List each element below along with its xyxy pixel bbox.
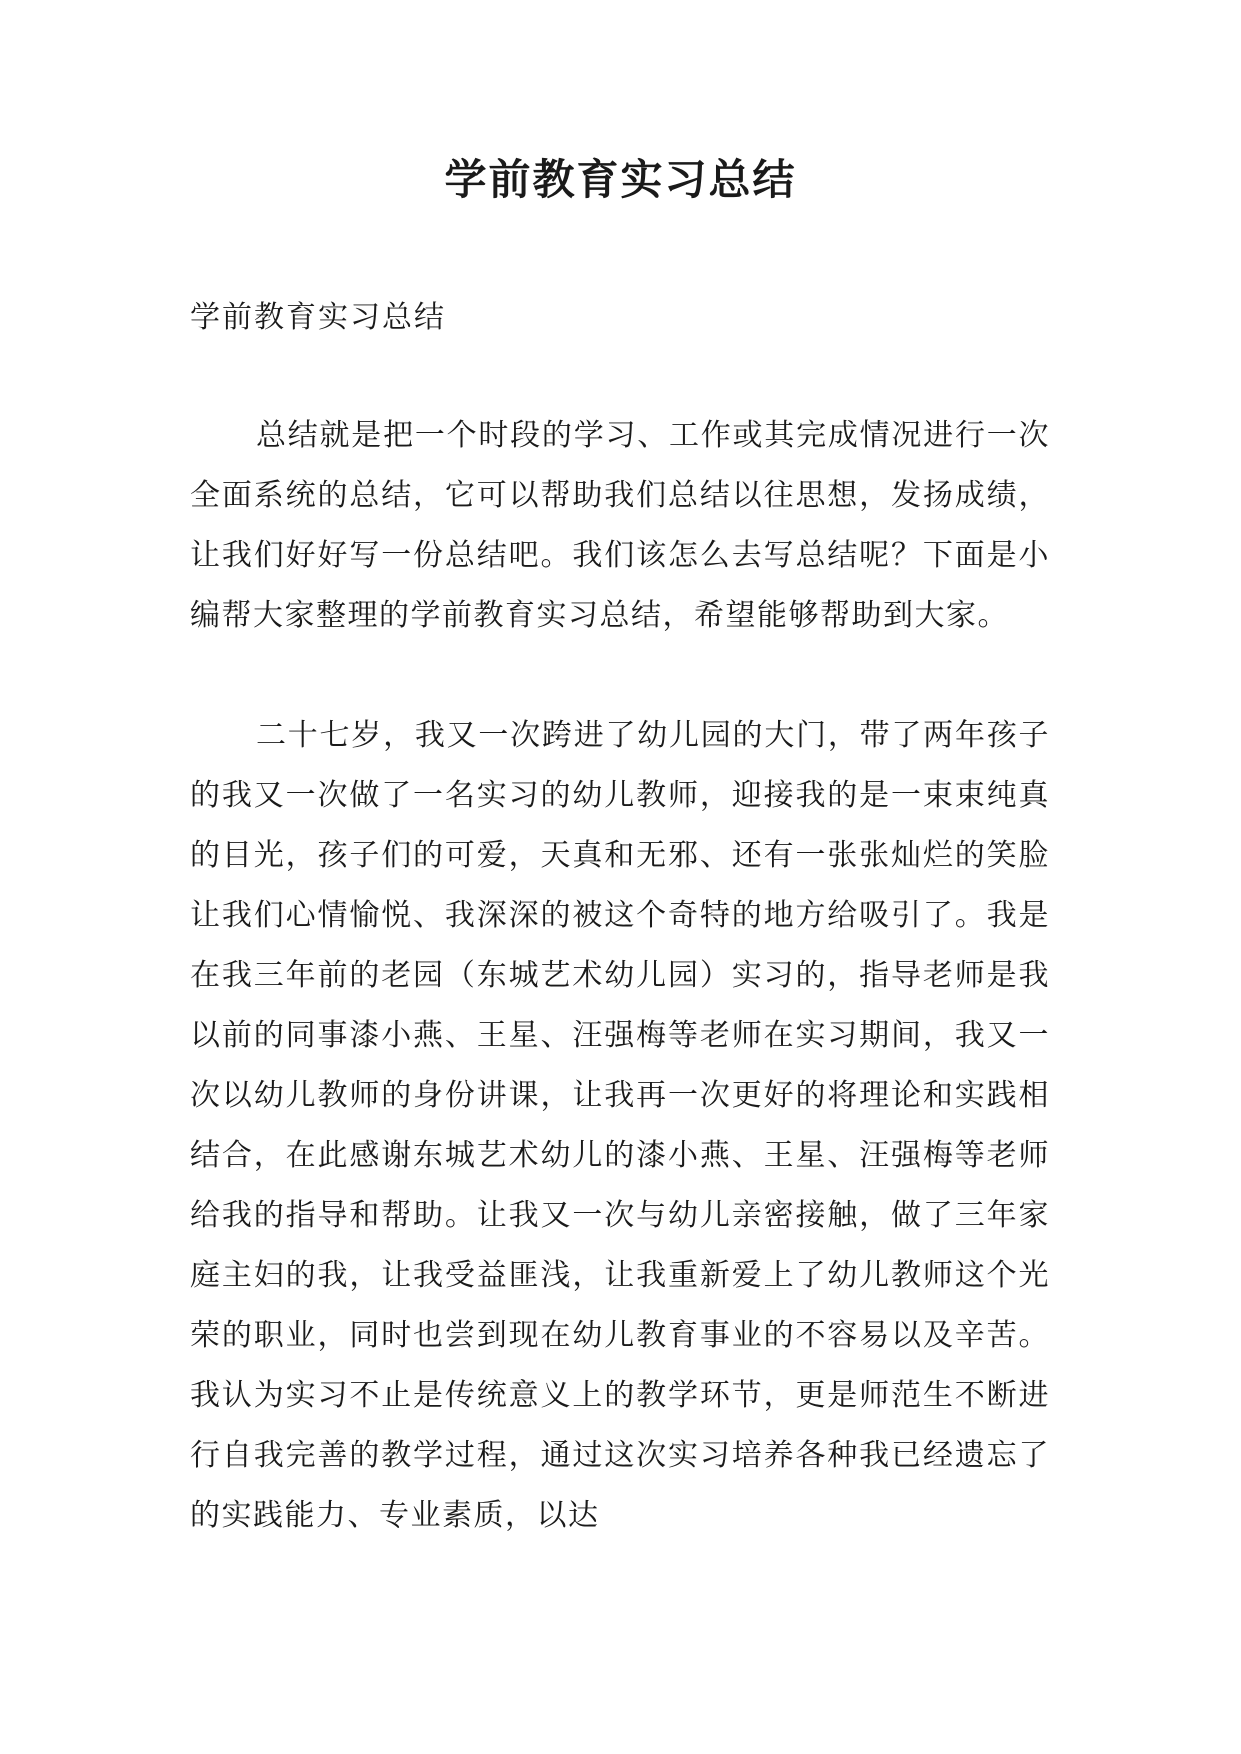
paragraph-internship: 二十七岁，我又一次跨进了幼儿园的大门，带了两年孩子的我又一次做了一名实习的幼儿教师，迎接我的是一束束纯真的目光，孩子们的可爱，天真和无邪、还有一张张灿烂的笑脸让我们心情愉悦、我深深的被这个奇特的地方给吸引了。我是在我三年前的老园（东城艺术幼儿园）实习的，指导老师是我以前的同事漆小燕、王星、汪强梅等老师在实习期间，我又一次以幼儿教师的身份讲课，让我再一次更好的将理论和实践相结合，在此感谢东城艺术幼儿的漆小燕、王星、汪强梅等老师给我的指导和帮助。让我又一次与幼儿亲密接触，做了三年家庭主妇的我，让我受益匪浅，让我重新爱上了幼儿教师这个光荣的职业，同时也尝到现在幼儿教育事业的不容易以及辛苦。我认为实习不止是传统意义上的教学环节，更是师范生不断进行自我完善的教学过程，通过这次实习培养各种我已经遗忘了的实践能力、专业素质，以达	[190, 718, 1050, 1533]
document-subtitle: 学前教育实习总结	[190, 300, 446, 335]
paragraph-intro: 总结就是把一个时段的学习、工作或其完成情况进行一次全面系统的总结，它可以帮助我们总结以往思想，发扬成绩，让我们好好写一份总结吧。我们该怎么去写总结呢？下面是小编帮大家整理的学前教育实习总结，希望能够帮助到大家。	[190, 418, 1050, 633]
document-body	[190, 288, 1050, 1546]
document-title: 学前教育实习总结	[444, 155, 797, 204]
